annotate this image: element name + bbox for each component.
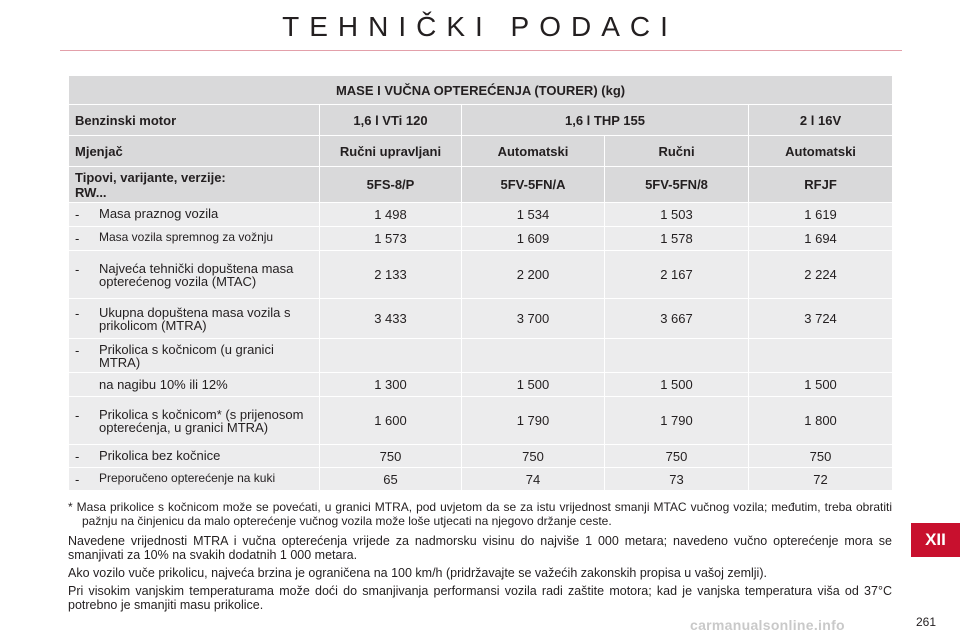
engine-cell: 1,6 l VTi 120 — [320, 105, 462, 136]
row-value: 74 — [462, 468, 605, 491]
types-label — [69, 167, 320, 203]
table-row — [69, 203, 893, 227]
types-label-line2: RW... — [75, 184, 107, 200]
row-value: 72 — [749, 468, 893, 491]
row-value: 1 534 — [462, 203, 605, 227]
table-row — [69, 339, 893, 373]
row-label: Masa vozila spremnog za vožnju — [99, 230, 274, 244]
row-label: Najveća tehnički dopuštena masa opterećenog vozila (MTAC) — [99, 260, 294, 289]
row-dash: - — [75, 448, 80, 464]
row-value: 1 619 — [749, 203, 893, 227]
engine-cell: 2 l 16V — [749, 105, 893, 136]
row-value: 750 — [605, 445, 749, 468]
row-value — [320, 339, 462, 373]
row-value: 3 433 — [320, 299, 462, 339]
row-dash: - — [75, 471, 80, 487]
watermark: carmanualsonline.info — [690, 617, 845, 633]
gearbox-cell: Automatski — [462, 136, 605, 167]
row-value: 1 500 — [749, 373, 893, 397]
row-value: 1 609 — [462, 227, 605, 251]
row-label: Preporučeno opterećenje na kuki — [99, 470, 276, 485]
row-value: 1 500 — [462, 373, 605, 397]
engine-cell: 1,6 l THP 155 — [462, 105, 749, 136]
table-title-row — [69, 76, 893, 105]
row-value: 1 498 — [320, 203, 462, 227]
gearbox-cell: Ručni — [605, 136, 749, 167]
row-value: 2 200 — [462, 251, 605, 299]
table-title: MASE I VUČNA OPTEREĆENJA (TOURER) (kg) — [69, 76, 893, 105]
notes — [68, 500, 892, 616]
gearbox-cell: Automatski — [749, 136, 893, 167]
row-dash: - — [75, 342, 80, 358]
row-value: 2 133 — [320, 251, 462, 299]
table-row — [69, 468, 893, 491]
row-value: 750 — [749, 445, 893, 468]
row-value — [462, 339, 605, 373]
row-value: 2 167 — [605, 251, 749, 299]
row-dash: - — [75, 305, 80, 321]
row-value: 1 600 — [320, 397, 462, 445]
gearbox-cell: Ručni upravljani — [320, 136, 462, 167]
row-value: 750 — [320, 445, 462, 468]
type-cell: 5FV-5FN/8 — [605, 167, 749, 203]
row-value: 1 790 — [462, 397, 605, 445]
row-value: 1 503 — [605, 203, 749, 227]
row-value — [749, 339, 893, 373]
row-label: Prikolica s kočnicom* (s prijenosom opterećenja, u granici MTRA) — [99, 406, 304, 435]
chapter-tab: XII — [911, 523, 960, 557]
gearbox-row — [69, 136, 893, 167]
row-value: 1 800 — [749, 397, 893, 445]
row-value: 3 700 — [462, 299, 605, 339]
row-dash: - — [75, 261, 80, 277]
type-cell: 5FS-8/P — [320, 167, 462, 203]
row-value: 1 300 — [320, 373, 462, 397]
table-row — [69, 251, 893, 299]
table-row — [69, 299, 893, 339]
page-number: 261 — [916, 615, 937, 629]
row-label: Prikolica s kočnicom (u granici MTRA) — [99, 341, 274, 370]
row-value — [605, 339, 749, 373]
table-row — [69, 397, 893, 445]
row-label: Ukupna dopuštena masa vozila s prikolicom (MTRA) — [99, 304, 291, 333]
row-value: 1 694 — [749, 227, 893, 251]
paragraph: Pri visokim vanjskim temperaturama može doći do smanjivanja performansi vozila radi zaštite motora; kad je vanjska temperatura viša od 37°C potrebno je smanjiti masu prikolice. — [68, 584, 892, 612]
row-value: 1 500 — [605, 373, 749, 397]
row-label: Prikolica bez kočnice — [99, 447, 221, 463]
engine-row — [69, 105, 893, 136]
row-value: 1 578 — [605, 227, 749, 251]
engine-label: Benzinski motor — [69, 105, 320, 136]
row-dash: - — [75, 407, 80, 423]
table-row — [69, 373, 893, 397]
row-label: Masa praznog vozila — [99, 206, 219, 221]
row-value: 73 — [605, 468, 749, 491]
table-row — [69, 227, 893, 251]
paragraph: Ako vozilo vuče prikolicu, najveća brzina je ograničena na 100 km/h (pridržavajte se važećih zakonskih propisa u vašoj zemlji). — [68, 566, 767, 580]
row-label: na nagibu 10% ili 12% — [99, 377, 228, 392]
row-value: 1 573 — [320, 227, 462, 251]
table-row — [69, 445, 893, 468]
types-row — [69, 167, 893, 203]
row-dash: - — [75, 231, 80, 246]
paragraph: Navedene vrijednosti MTRA i vučna opterećenja vrijede za nadmorsku visinu do najviše 1 000 metara; navedeno vučno opterećenje mora se smanjivati za 10% na svakih dodatnih 1 000 metara. — [68, 534, 892, 562]
row-value: 1 790 — [605, 397, 749, 445]
row-value: 65 — [320, 468, 462, 491]
row-value: 3 667 — [605, 299, 749, 339]
mass-table — [68, 75, 893, 491]
footnote: * Masa prikolice s kočnicom može se povećati, u granici MTRA, pod uvjetom da se za istu vrijednost smanji MTAC vučnog vozila; međutim, treba obratiti pažnju na činjenicu da malo opterećenje vučnog vozila može loše utjecati na njegovo držanje ceste. — [68, 500, 892, 528]
page-title: TEHNIČKI PODACI — [282, 11, 678, 42]
types-label-line1: Tipovi, varijante, verzije: — [75, 169, 226, 185]
row-value: 2 224 — [749, 251, 893, 299]
row-value: 3 724 — [749, 299, 893, 339]
title-divider — [60, 50, 902, 51]
gearbox-label: Mjenjač — [69, 136, 320, 167]
type-cell: RFJF — [749, 167, 893, 203]
type-cell: 5FV-5FN/A — [462, 167, 605, 203]
row-dash: - — [75, 207, 80, 222]
row-value: 750 — [462, 445, 605, 468]
